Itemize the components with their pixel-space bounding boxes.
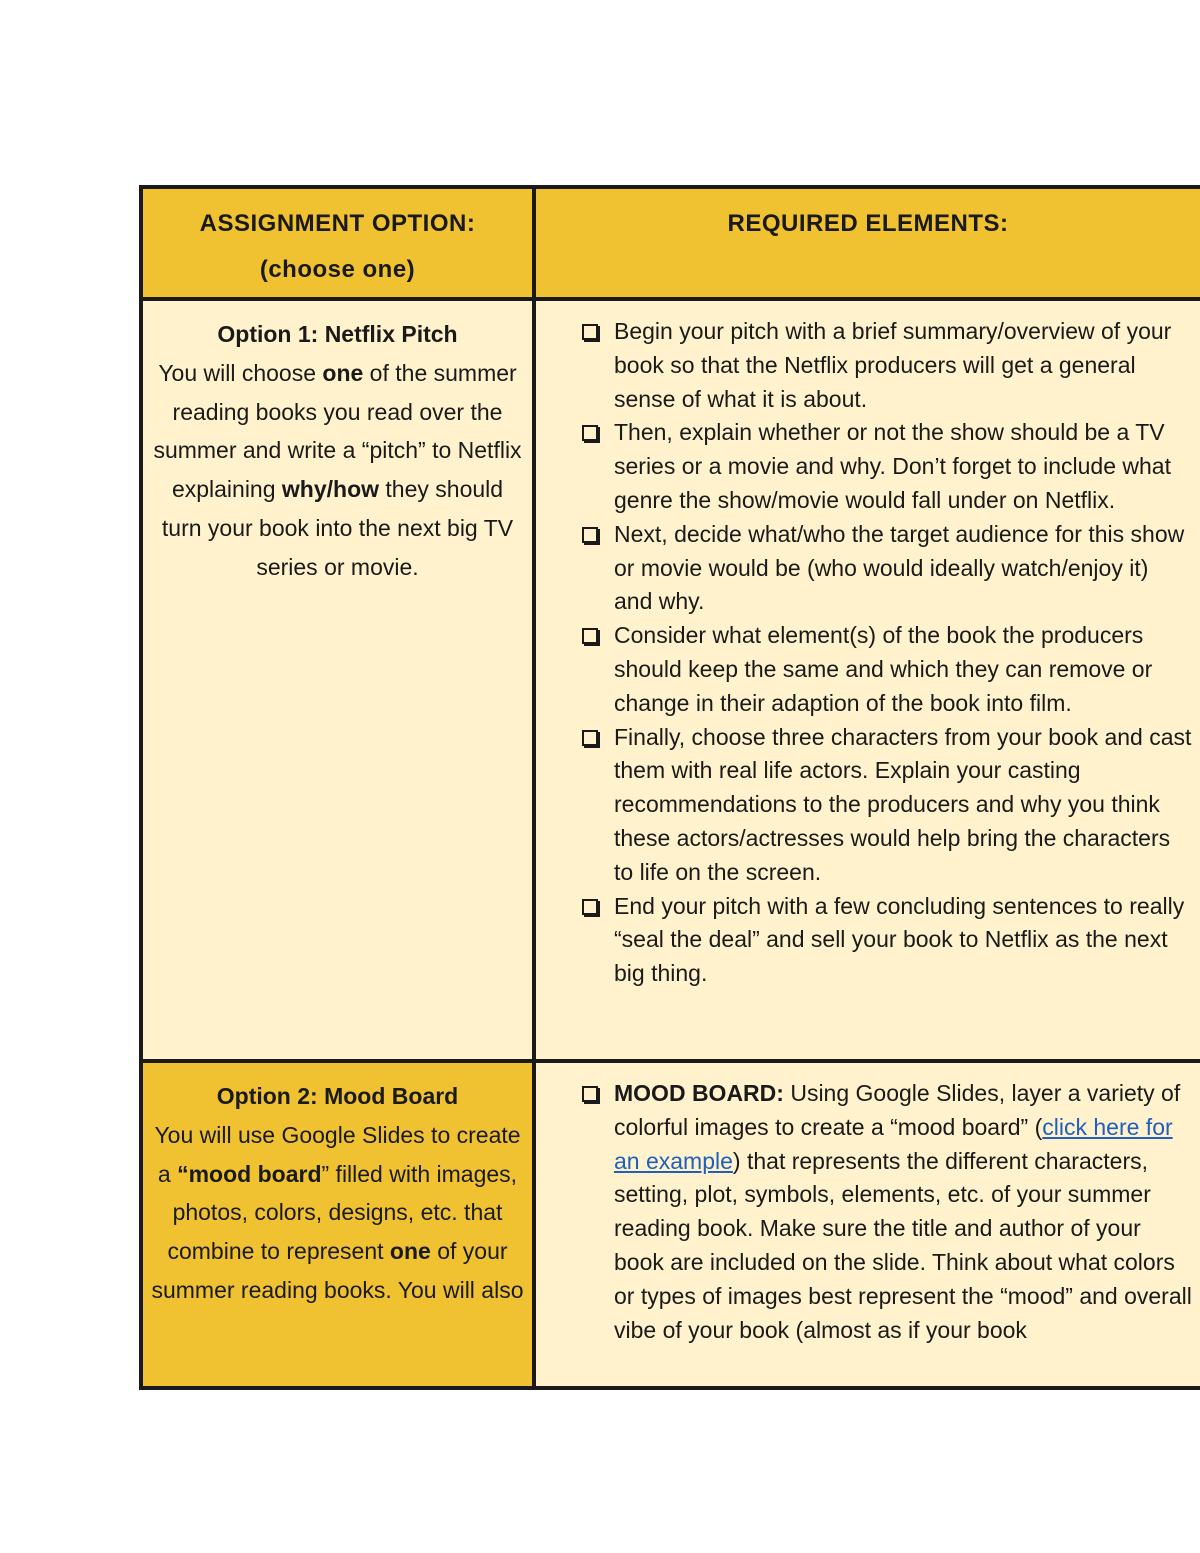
option-2-requirements-cell	[534, 1061, 1200, 1388]
checkbox-icon	[582, 899, 598, 915]
requirement-item	[536, 619, 1192, 720]
option-1-title: Option 1: Netflix Pitch	[217, 321, 458, 347]
option-2-desc-text: ” filled with images, photos, colors, designs, etc. that combine to represent	[167, 1160, 518, 1265]
requirement-text: Next, decide what/who the target audience for this show or movie would be (who would ideally watch/enjoy it) and why.	[614, 520, 1185, 615]
option-2-title: Option 2: Mood Board	[216, 1083, 459, 1109]
option-1-desc-emphasis-why-how: why/how	[281, 476, 380, 503]
requirement-text: End your pitch with a few concluding sentences to really “seal the deal” and sell your book to Netflix as the next big thing.	[614, 892, 1185, 987]
header-assignment-option	[141, 187, 534, 299]
requirement-item	[536, 416, 1192, 517]
option-2-desc-text: of your summer reading books. You will also	[151, 1238, 524, 1303]
header-row	[141, 187, 1200, 299]
option-2-desc-text: You will use Google Slides to create a	[154, 1121, 521, 1187]
requirement-item	[536, 890, 1192, 991]
requirement-text: Then, explain whether or not the show should be a TV series or a movie and why. Don’t forget to include what genre the show/movie would fall under on Netflix.	[614, 419, 1171, 513]
option-1-desc-text: they should turn your book into the next big TV series or movie.	[161, 476, 514, 580]
requirement-text: ) that represents the different characters, setting, plot, symbols, elements, etc. of your summer reading book. Make sure the title and author of your book are included on the slide. Think about what colors or types of images best represent the “mood” and overall vibe of your book (almost as if your book	[614, 1147, 1192, 1343]
requirement-text: Begin your pitch with a brief summary/overview of your book so that the Netflix producers will get a general sense of what it is about.	[614, 318, 1172, 412]
requirement-item	[536, 1077, 1192, 1347]
option-2-desc-emphasis-mood-board: “mood board	[177, 1160, 322, 1187]
header-choose-one-label: (choose one)	[259, 256, 416, 283]
option-1-description	[149, 354, 526, 587]
option-1-desc-text: of the summer reading books you read over the summer and write a “pitch” to Netflix explaining	[153, 359, 522, 503]
requirement-item	[536, 518, 1192, 619]
requirement-item	[536, 315, 1192, 416]
checkbox-icon	[582, 425, 598, 441]
option-1-row	[141, 299, 1200, 1061]
checkbox-icon	[582, 628, 598, 644]
option-1-desc-emphasis-one: one	[322, 359, 364, 386]
header-required-elements-label: REQUIRED ELEMENTS:	[727, 210, 1009, 237]
checkbox-icon	[582, 324, 598, 340]
requirement-item	[536, 721, 1192, 890]
checkbox-icon	[582, 527, 598, 543]
option-2-requirements-list	[536, 1077, 1192, 1347]
checkbox-icon	[582, 730, 598, 746]
option-2-description-cell	[141, 1061, 534, 1388]
requirement-text: Finally, choose three characters from your book and cast them with real life actors. Explain your casting recommendations to the producers and why you think these actors/actresses would help bring the characters to life on the screen.	[614, 723, 1192, 885]
assignment-table	[139, 185, 1200, 1390]
option-2-desc-emphasis-one: one	[389, 1238, 431, 1265]
option-2-row	[141, 1061, 1200, 1388]
header-assignment-option-label: ASSIGNMENT OPTION:	[199, 210, 476, 237]
requirement-text: Consider what element(s) of the book the producers should keep the same and which they can remove or change in their adaption of the book into film.	[614, 622, 1153, 716]
requirement-text: Using Google Slides, layer a variety of colorful images to create a “mood board” (	[614, 1080, 1181, 1140]
option-1-description-cell	[141, 299, 534, 1061]
example-link[interactable]: click here for an example	[614, 1113, 1173, 1174]
mood-board-lead: MOOD BOARD:	[614, 1080, 784, 1106]
checkbox-icon	[582, 1086, 598, 1102]
option-2-description	[149, 1116, 526, 1310]
option-1-requirements-list	[536, 315, 1192, 991]
option-1-requirements-cell	[534, 299, 1200, 1061]
header-required-elements	[534, 187, 1200, 299]
option-1-desc-text: You will choose	[158, 359, 323, 386]
